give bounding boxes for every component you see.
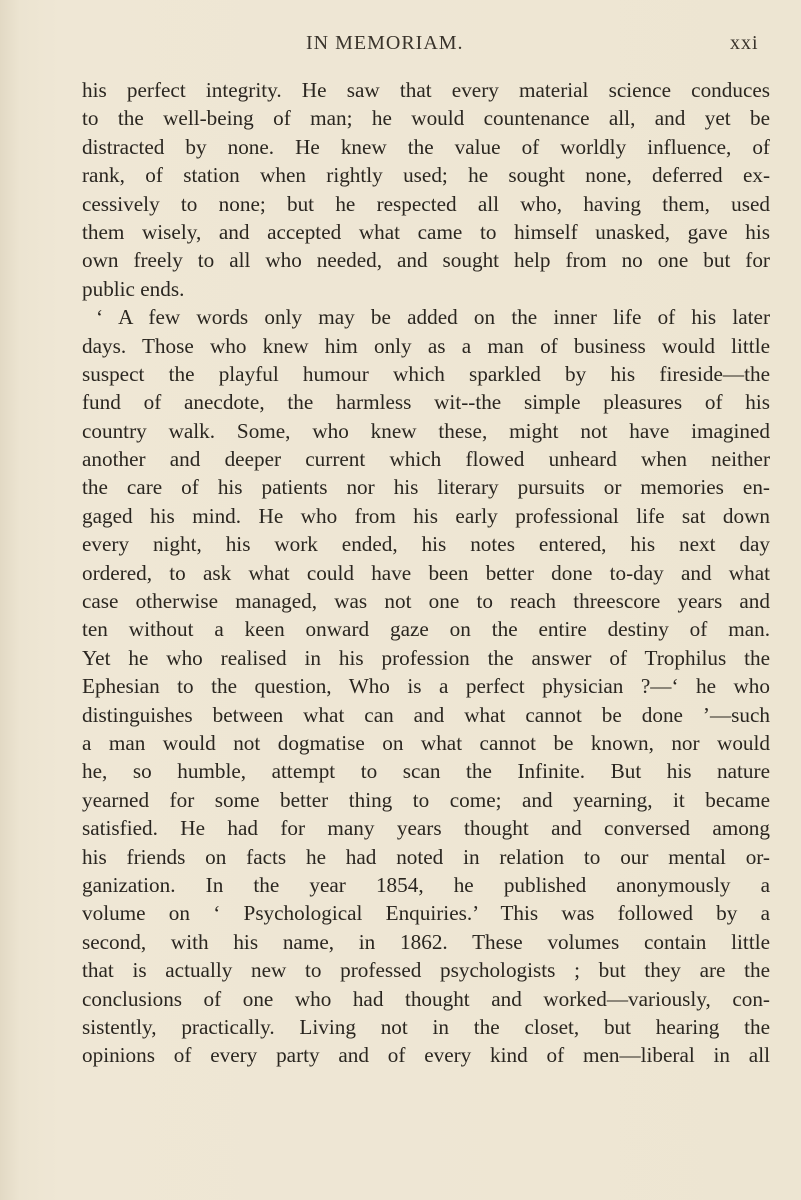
text-line: Ephesian to the question, Who is a perfect physician ?—‘ he who: [82, 674, 770, 699]
text-line: them wisely, and accepted what came to himself unasked, gave his: [82, 219, 770, 244]
text-line: second, with his name, in 1862. These volumes contain little: [82, 929, 770, 954]
text-line: suspect the playful humour which sparkled by his fireside—the: [82, 361, 770, 386]
text-line: ten without a keen onward gaze on the entire destiny of man.: [82, 617, 770, 642]
text-line: Yet he who realised in his profession the answer of Trophilus the: [82, 645, 770, 670]
text-line: yearned for some better thing to come; and yearning, it became: [82, 787, 770, 812]
text-line: the care of his patients nor his literary pursuits or memories en-: [82, 475, 770, 500]
text-line: opinions of every party and of every kind of men—liberal in all: [82, 1043, 770, 1068]
text-line: he, so humble, attempt to scan the Infinite. But his nature: [82, 759, 770, 784]
text-line: gaged his mind. He who from his early professional life sat down: [82, 503, 770, 528]
text-line: own freely to all who needed, and sought help from no one but for: [82, 248, 770, 273]
text-line: every night, his work ended, his notes entered, his next day: [82, 532, 770, 557]
running-head: IN MEMORIAM.: [306, 32, 464, 54]
text-line: country walk. Some, who knew these, might not have imagined: [82, 418, 770, 443]
text-line: distinguishes between what can and what cannot be done ’—such: [82, 702, 770, 727]
text-line: that is actually new to professed psychologists ; but they are the: [82, 958, 770, 983]
text-line: another and deeper current which flowed unheard when neither: [82, 447, 770, 472]
text-line: ganization. In the year 1854, he published anonymously a: [82, 872, 770, 897]
text-line: sistently, practically. Living not in the closet, but hearing the: [82, 1014, 770, 1039]
text-line: volume on ‘ Psychological Enquiries.’ This was followed by a: [82, 901, 770, 926]
text-line: his perfect integrity. He saw that every material science conduces: [82, 78, 770, 102]
text-line: satisfied. He had for many years thought and conversed among: [82, 816, 770, 841]
text-line: conclusions of one who had thought and worked—variously, con-: [82, 986, 770, 1011]
text-line: a man would not dogmatise on what cannot be known, nor would: [82, 730, 770, 755]
text-line: his friends on facts he had noted in relation to our mental or-: [82, 844, 770, 869]
text-line: days. Those who knew him only as a man of business would little: [82, 333, 770, 358]
text-line: fund of anecdote, the harmless wit--the simple pleasures of his: [82, 390, 770, 415]
body-text: [82, 76, 770, 1070]
page-number: xxi: [730, 32, 759, 54]
text-line: public ends.: [82, 276, 185, 301]
text-line: case otherwise managed, was not one to reach threescore years and: [82, 589, 770, 614]
text-line: rank, of station when rightly used; he sought none, deferred ex-: [82, 163, 770, 188]
text-line: to the well-being of man; he would countenance all, and yet be: [82, 106, 770, 131]
text-line: cessively to none; but he respected all who, having them, used: [82, 191, 770, 216]
page-header: [0, 32, 801, 58]
text-line: ‘ A few words only may be added on the inner life of his later: [96, 305, 770, 330]
text-line: ordered, to ask what could have been better done to-day and what: [82, 560, 770, 585]
text-line: distracted by none. He knew the value of worldly influence, of: [82, 134, 770, 159]
